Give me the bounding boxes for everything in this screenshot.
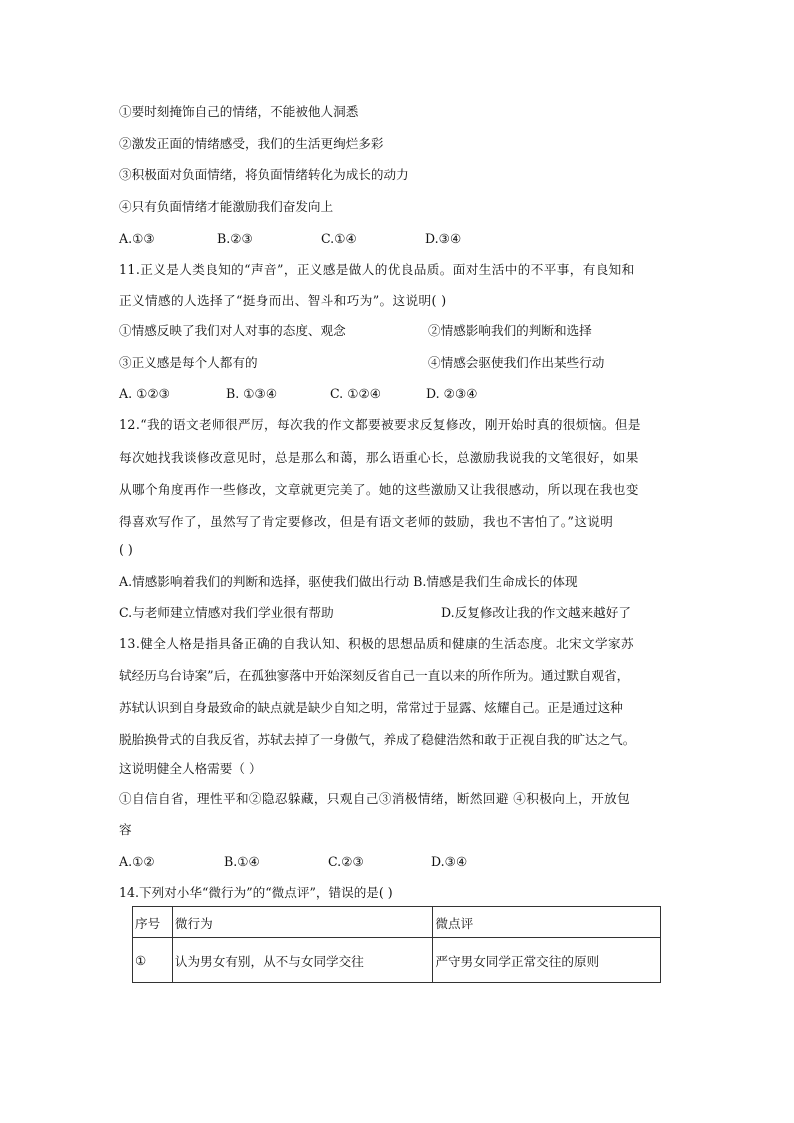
q11-option-2: ②情感影响我们的判断和选择 [428, 323, 592, 338]
q13-stem-line-1: 13.健全人格是指具备正确的自我认知、积极的思想品质和健康的生活态度。北宋文学家苏 [119, 636, 634, 651]
q11-stem-line-1: 11.正义是人类良知的“声音”，正义感是做人的优良品质。面对生活中的不平事，有良知和 [119, 262, 635, 277]
q13-stem-line-5: 这说明健全人格需要（ ） [119, 761, 262, 776]
q12-choice-ab: A.情感影响着我们的判断和选择，驱使我们做出行动 B.情感是我们生命成长的体现 [119, 574, 578, 589]
q12-stem-line-4: 得喜欢写作了，虽然写了肯定要修改，但是有语文老师的鼓励，我也不害怕了。”这说明 [119, 514, 614, 529]
q12-choice-c: C.与老师建立情感对我们学业很有帮助 [119, 605, 334, 620]
q12-stem-line-5: ( ) [119, 542, 133, 557]
table-cell: ① [133, 938, 173, 983]
q13-choice-d: D.③④ [431, 854, 468, 869]
q13-choice-a: A.①② [119, 854, 155, 869]
q10-option-3: ③积极面对负面情绪，将负面情绪转化为成长的动力 [119, 167, 409, 182]
q11-choice-c: C. ①②④ [330, 386, 382, 401]
q13-choice-b: B.①④ [224, 854, 260, 869]
q12-stem-line-2: 每次她找我谈修改意见时，总是那么和蔼，那么语重心长，总激励我说我的文笔很好，如果 [119, 450, 639, 465]
q11-choice-d: D. ②③④ [426, 386, 478, 401]
q12-stem-line-1: 12.“我的语文老师很严厉，每次我的作文都要被要求反复修改，刚开始时真的很烦恼。但是 [119, 417, 641, 432]
q10-choice-c: C.①④ [321, 231, 357, 246]
q11-option-4: ④情感会驱使我们作出某些行动 [428, 355, 605, 370]
q11-option-1: ①情感反映了我们对人对事的态度、观念 [119, 323, 346, 338]
q10-option-1: ①要时刻掩饰自己的情绪，不能被他人洞悉 [119, 104, 359, 119]
table-header-cell: 微点评 [433, 907, 661, 938]
q14-table [132, 906, 661, 983]
table-row [133, 938, 661, 983]
q11-stem-line-2: 正义情感的人选择了“挺身而出、智斗和巧为”。这说明( ) [119, 293, 447, 308]
q10-choice-d: D.③④ [425, 231, 462, 246]
q13-options-line-1: ①自信自省，理性平和②隐忍躲藏，只观自己③消极情绪，断然回避 ④积极向上，开放包 [119, 791, 631, 806]
table-cell: 认为男女有别，从不与女同学交往 [172, 938, 433, 983]
q10-option-2: ②激发正面的情绪感受，我们的生活更绚烂多彩 [119, 136, 384, 151]
q10-choice-b: B.②③ [217, 231, 253, 246]
q13-stem-line-4: 脱胎换骨式的自我反省，苏轼去掉了一身傲气，养成了稳健浩然和敢于正视自我的旷达之气。 [119, 732, 636, 747]
q13-choice-c: C.②③ [328, 854, 364, 869]
q10-choice-a: A.①③ [119, 231, 155, 246]
q14-stem: 14.下列对小华“微行为”的“微点评”，错误的是( ) [119, 885, 393, 900]
q11-choice-a: A. ①②③ [119, 386, 170, 401]
table-header-row [133, 907, 661, 938]
q12-stem-line-3: 从哪个角度再作一些修改，文章就更完美了。她的这些激励又让我很感动，所以现在我也变 [119, 482, 639, 497]
q11-option-3: ③正义感是每个人都有的 [119, 355, 258, 370]
q11-choice-b: B. ①③④ [226, 386, 278, 401]
q13-stem-line-2: 轼经历乌台诗案”后，在孤独寥落中开始深刻反省自己一直以来的所作所为。通过默自观省， [119, 668, 630, 683]
q12-choice-d: D.反复修改让我的作文越来越好了 [441, 605, 631, 620]
q10-option-4: ④只有负面情绪才能激励我们奋发向上 [119, 199, 334, 214]
table-header-cell: 序号 [133, 907, 173, 938]
q13-options-line-2: 容 [119, 822, 132, 837]
table-cell: 严守男女同学正常交往的原则 [433, 938, 661, 983]
table-header-cell: 微行为 [172, 907, 433, 938]
q13-stem-line-3: 苏轼认识到自身最致命的缺点就是缺少自知之明，常常过于显露、炫耀自己。正是通过这种 [119, 700, 623, 715]
